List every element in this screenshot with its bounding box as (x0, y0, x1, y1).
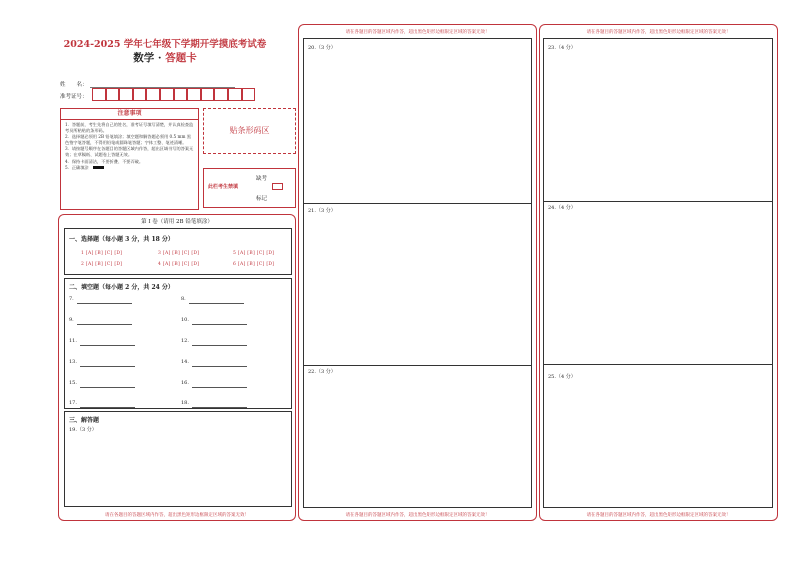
note-item: 4．保持卡面清洁，不要折叠、不要弄破。 (65, 158, 144, 164)
id-number-boxes[interactable] (92, 88, 255, 102)
note-item: 3．请按题号顺序在各题目的答题区域内作答，超出区域书写的答案无效；在草稿纸、试题卷上答题无效。 (65, 146, 194, 158)
choice-section (64, 228, 292, 275)
mc-q1[interactable]: 1 [A] [B] [C] [D] (81, 251, 123, 256)
column-3-answer-area (543, 38, 773, 508)
q23-label: 23.（4 分） (548, 45, 576, 51)
column-3-warning-top: 请在各题目的答题区域内作答，超出黑色矩形边框限定区域的答案无效！ (586, 30, 731, 35)
blank-q14-line[interactable] (192, 366, 247, 367)
id-digit-box[interactable] (160, 88, 174, 101)
id-digit-box[interactable] (187, 88, 201, 101)
id-digit-box[interactable] (106, 88, 120, 101)
solution-section[interactable] (64, 411, 292, 507)
column-1-warning: 请在各题目的答题区域内作答，超出黑色矩形边框限定区域的答案无效！ (105, 513, 249, 518)
barcode-area: 贴条形码区 (203, 108, 296, 154)
id-digit-box[interactable] (214, 88, 228, 101)
blank-q11-label: 11. (69, 338, 77, 344)
blank-q13-label: 13. (69, 359, 77, 365)
blank-q18-label: 18. (181, 400, 189, 406)
q25-label: 25.（4 分） (548, 374, 576, 380)
blank-q17-label: 17. (69, 400, 77, 406)
q20-label: 20.（3 分） (308, 45, 336, 51)
absent-mark-top: 缺考 (256, 176, 268, 182)
mc-q6[interactable]: 6 [A] [B] [C] [D] (233, 262, 275, 267)
blank-q12-line[interactable] (192, 345, 247, 346)
blank-q16-label: 16. (181, 380, 189, 386)
q22-label: 22.（3 分） (308, 369, 336, 375)
id-digit-box[interactable] (242, 88, 256, 101)
id-digit-box[interactable] (228, 88, 242, 101)
mc-q2[interactable]: 2 [A] [B] [C] [D] (81, 262, 123, 267)
q21-area[interactable] (304, 204, 531, 365)
blank-q16-line[interactable] (192, 387, 247, 388)
absent-checkbox[interactable] (272, 183, 283, 190)
id-digit-box[interactable] (133, 88, 147, 101)
id-label: 准考证号： (60, 94, 88, 100)
q22-area[interactable] (304, 366, 531, 507)
blank-q15-label: 15. (69, 380, 77, 386)
notes-box (60, 108, 199, 210)
id-digit-box[interactable] (174, 88, 188, 101)
q24-area[interactable] (544, 202, 772, 364)
note-item (65, 165, 194, 171)
filled-bubble-example (93, 166, 104, 169)
q21-label: 21.（3 分） (308, 208, 336, 214)
q24-label: 24.（4 分） (548, 205, 576, 211)
blank-q7-label: 7. (69, 296, 74, 302)
fill-blank-title: 二、填空题（每小题 2 分，共 24 分） (69, 284, 174, 291)
blank-q14-label: 14. (181, 359, 189, 365)
blank-q9-label: 9. (69, 317, 74, 323)
q25-area[interactable] (544, 365, 772, 507)
q19-label: 19.（3 分） (69, 427, 97, 433)
blank-q13-line[interactable] (80, 366, 135, 367)
volume-label: 第 I 卷（请用 2B 铅笔填涂） (141, 219, 213, 225)
column-2-warning-top: 请在各题目的答题区域内作答，超出黑色矩形边框限定区域的答案无效！ (345, 30, 490, 35)
absent-notice: 此栏考生禁填 (208, 184, 239, 190)
blank-q17-line[interactable] (80, 407, 135, 408)
id-digit-box[interactable] (119, 88, 133, 101)
absent-box (203, 168, 296, 208)
q23-area[interactable] (544, 39, 772, 201)
note-item: 1．答题前，考生先将自己的姓名，准考证号填写清楚，并认真检查监考员所粘贴的条形码。 (65, 122, 194, 134)
blank-q9-line[interactable] (77, 324, 132, 325)
note-item: 2．选择题必须用 2B 铅笔填涂；填空题和解答题必须用 0.5 mm 黑色签字笔答题，不得用铅笔或圆珠笔答题；字体工整、笔迹清晰。 (65, 134, 191, 146)
id-digit-box[interactable] (146, 88, 160, 101)
mc-q4[interactable]: 4 [A] [B] [C] [D] (158, 262, 200, 267)
blank-q12-label: 12. (181, 338, 189, 344)
notes-heading: 注意事项 (61, 109, 198, 120)
blank-q15-line[interactable] (80, 387, 135, 388)
blank-q18-line[interactable] (192, 407, 247, 408)
exam-title: 2024-2025 学年七年级下学期开学摸底考试卷 (63, 39, 267, 50)
answer-sheet-label: 答题卡 (165, 52, 197, 64)
absent-mark-bottom: 标记 (256, 196, 268, 202)
blank-q10-line[interactable] (192, 324, 247, 325)
blank-q8-line[interactable] (189, 303, 244, 304)
fill-blank-section (64, 278, 292, 409)
solution-title: 三、解答题 (69, 417, 100, 424)
q20-area[interactable] (304, 39, 531, 203)
blank-q11-line[interactable] (80, 345, 135, 346)
blank-q7-line[interactable] (77, 303, 132, 304)
name-label: 姓 名： (60, 82, 88, 88)
note-fill-example-label: 5．正确填涂 (65, 164, 89, 170)
blank-q8-label: 8. (181, 296, 186, 302)
exam-subtitle (40, 50, 290, 65)
column-3-warning-bottom: 请在各题目的答题区域内作答，超出黑色矩形边框限定区域的答案无效！ (586, 513, 731, 518)
id-digit-box[interactable] (92, 88, 106, 101)
blank-q10-label: 10. (181, 317, 189, 323)
subject-label: 数学 · (133, 52, 166, 64)
choice-title: 一、选择题（每小题 3 分，共 18 分） (69, 236, 174, 243)
mc-q5[interactable]: 5 [A] [B] [C] [D] (233, 251, 275, 256)
column-2-answer-area (303, 38, 532, 508)
column-2-warning-bottom: 请在各题目的答题区域内作答，超出黑色矩形边框限定区域的答案无效！ (345, 513, 490, 518)
mc-q3[interactable]: 3 [A] [B] [C] [D] (158, 251, 200, 256)
id-digit-box[interactable] (201, 88, 215, 101)
